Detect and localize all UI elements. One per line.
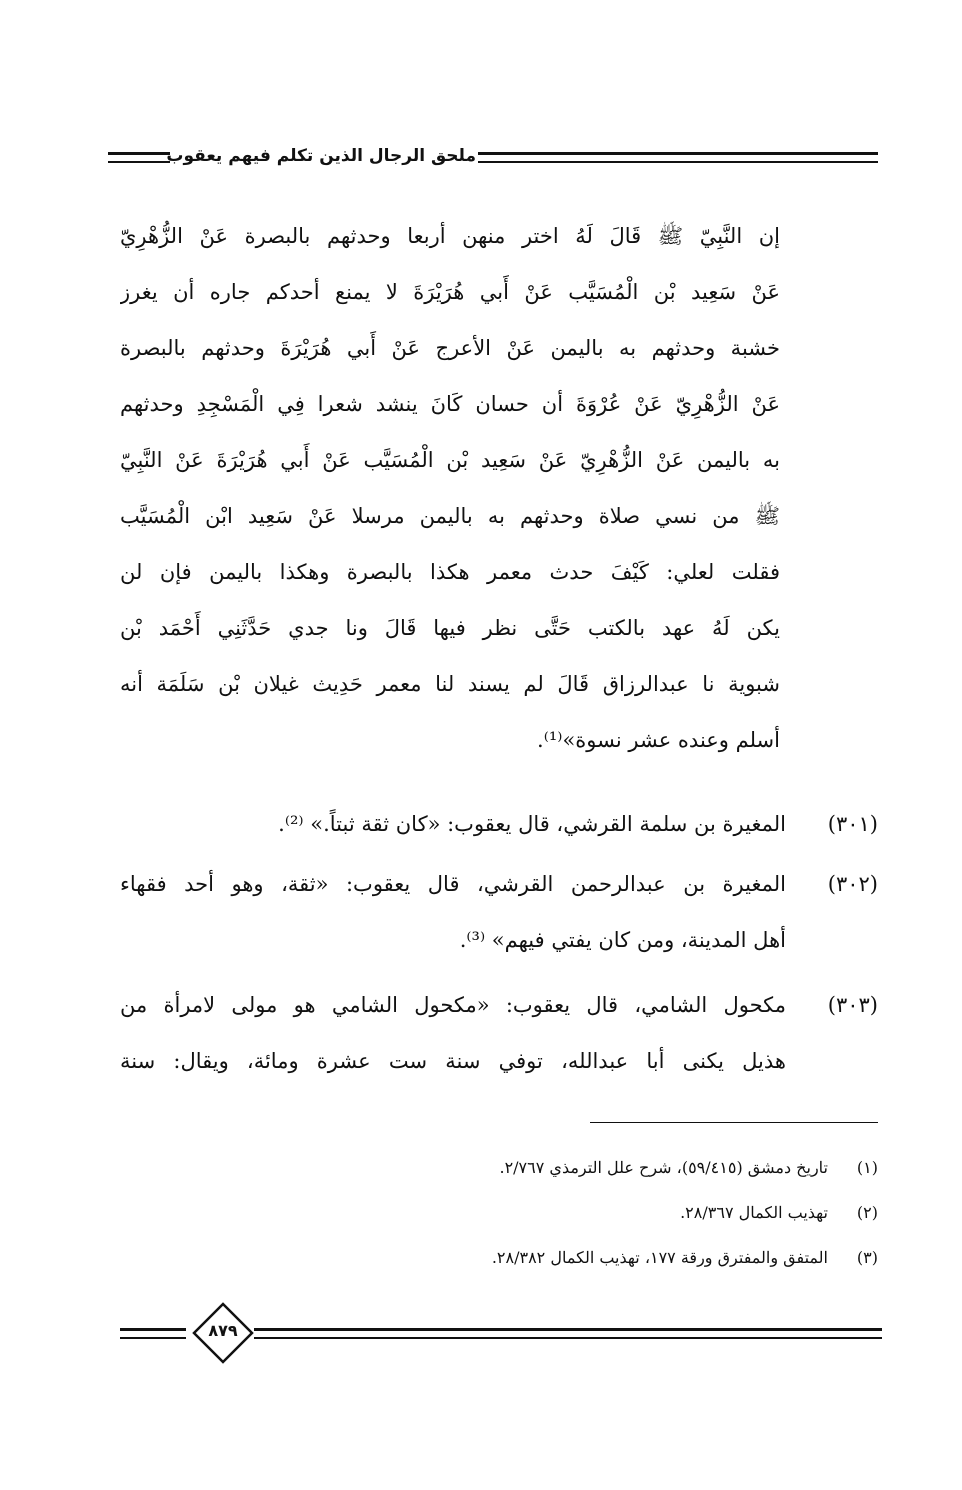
header-rule-right [478,152,878,163]
footer-rule-right [254,1328,882,1339]
paragraph-line: شبوية نا عبدالرزاق قَالَ لم يسند لنا معمر حَدِيث غيلان بْن سَلَمَة أنه [120,672,780,696]
entry-number: (٣٠١) [827,812,878,836]
page-number: ٨٧٩ [208,1321,238,1340]
entry-number: (٣٠٣) [827,993,878,1017]
paragraph-line: فقلت لعلي: كَيْفَ حدث معمر هكذا بالبصرة وهكذا باليمن فإن لن [120,560,780,584]
footnote-number: (١) [856,1158,878,1177]
header-rule-left [108,152,170,163]
footnotes [178,1145,878,1280]
entry-line: هذيل يكنى أبا عبدالله، توفي سنة ست عشرة ومائة، ويقال: سنة [120,1049,786,1073]
entry-line: المغيرة بن عبدالرحمن القرشي، قال يعقوب: «ثقة، وهو أحد فقهاء [120,872,786,896]
footnote-number: (٢) [856,1203,878,1222]
page-number-ornament [120,1302,882,1362]
paragraph-line: خشبة وحدثهم به باليمن عَنْ الأعرج عَنْ أَبي هُرَيْرَةَ وحدثهم بالبصرة [120,336,780,360]
footer-rule-left [120,1328,186,1339]
footnote-separator [590,1122,878,1123]
entry-line: المغيرة بن سلمة القرشي، قال يعقوب: «كان ثقة ثبتاً.» ⁽²⁾. [278,812,786,836]
header-title: ملحق الرجال الذين تكلم فيهم يعقوب [166,146,476,166]
paragraph-line: إن النَّبِيّ ﷺ قَالَ لَهُ اختر منهن أربعا وحدثهم بالبصرة عَنْ الزُّهْرِيّ [120,224,780,248]
footnote-2 [178,1190,878,1235]
paragraph-line: به باليمن عَنْ الزُّهْرِيّ عَنْ سَعِيد بْن الْمُسَيَّب عَنْ أَبي هُرَيْرَةَ عَنْ النَّبِيّ [120,448,780,472]
footnote-text: تاريخ دمشق (٥٩/٤١٥)، شرح علل الترمذي ٢/٧٦٧. [499,1158,828,1177]
running-header [108,140,878,180]
footnote-number: (٣) [856,1248,878,1267]
paragraph-line: يكن لَهُ عهد بالكتب حَتَّى نظر فيها قَالَ ونا جدي حَدَّثَنِي أَحْمَد بْن [120,616,780,640]
footnote-1 [178,1145,878,1190]
paragraph-line: عَنْ سَعِيد بْن الْمُسَيَّب عَنْ أَبي هُرَيْرَةَ لا يمنع أحدكم جاره أن يغرز [120,280,780,304]
paragraph-line: عَنْ الزُّهْرِيّ عَنْ عُرْوَةَ أن حسان كَانَ ينشد شعرا فِي الْمَسْجِدِ وحدثهم [120,392,780,416]
footnote-3 [178,1235,878,1280]
entry-number: (٣٠٢) [827,872,878,896]
footnote-text: المتفق والمفترق ورقة ١٧٧، تهذيب الكمال ٢٨/٣٨٢. [491,1248,828,1267]
paragraph-line: ﷺ من نسي صلاة وحدثهم به باليمن مرسلا عَنْ سَعِيد ابْن الْمُسَيَّب [120,504,780,528]
paragraph-line: أسلم وعنده عشر نسوة»⁽¹⁾. [537,728,780,752]
entry-line: مكحول الشامي، قال يعقوب: «مكحول الشامي هو مولى لامرأة من [120,993,786,1017]
body-paragraph [120,208,780,768]
entry-line: أهل المدينة، ومن كان يفتي فيهم» ⁽³⁾. [459,928,786,952]
footnote-text: تهذيب الكمال ٢٨/٣٦٧. [680,1203,828,1222]
